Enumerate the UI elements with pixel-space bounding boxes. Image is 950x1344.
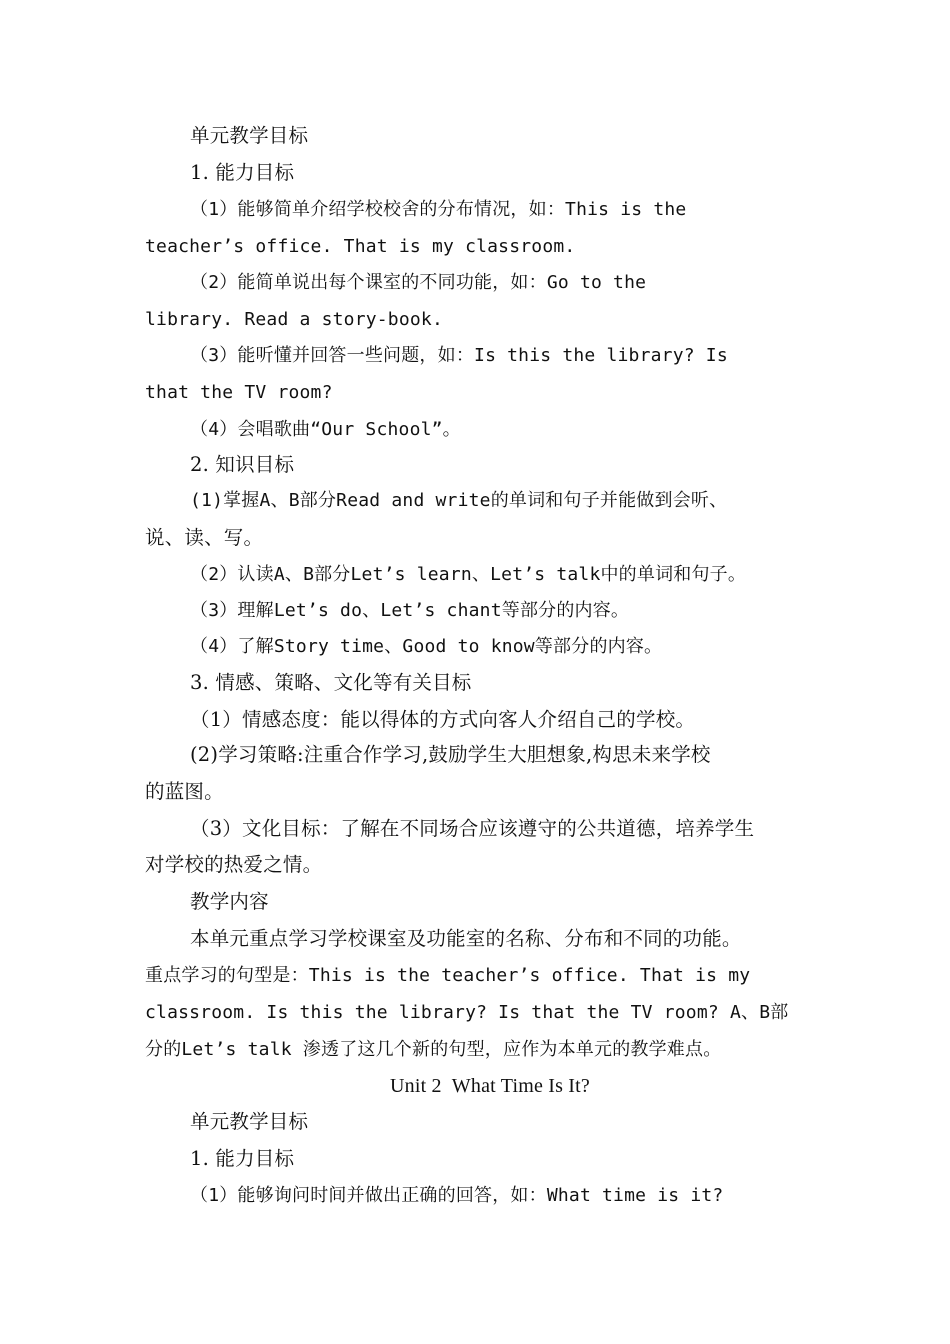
paragraph-line: (1)掌握A、B部分Read and write的单词和句子并能做到会听、: [190, 490, 728, 511]
paragraph-line: 对学校的热爱之情。: [145, 853, 323, 876]
paragraph-line: （3）能听懂并回答一些问题，如：Is this the library? Is: [190, 345, 728, 366]
subheading: 3. 情感、策略、文化等有关目标: [190, 671, 472, 694]
paragraph-line: library. Read a story-book.: [145, 309, 443, 330]
paragraph-line: （2）能简单说出每个课室的不同功能，如：Go to the: [190, 272, 647, 293]
paragraph-line: (2)学习策略:注重合作学习,鼓励学生大胆想象,构思未来学校: [190, 743, 711, 766]
paragraph-line: 重点学习的句型是：This is the teacher’s office. That is my: [145, 965, 751, 986]
paragraph-line: （1）能够简单介绍学校校舍的分布情况，如：This is the: [190, 199, 687, 220]
section-heading: 单元教学目标: [190, 124, 309, 147]
paragraph-line: （3）理解Let’s do、Let’s chant等部分的内容。: [190, 600, 630, 621]
paragraph-line: 本单元重点学习学校课室及功能室的名称、分布和不同的功能。: [190, 927, 742, 950]
paragraph-line: 的蓝图。: [145, 780, 224, 803]
paragraph-line: classroom. Is this the library? Is that the TV room? A、B部: [145, 1002, 789, 1023]
unit-title: Unit 2 What Time Is It?: [390, 1075, 590, 1097]
paragraph-line: （3）文化目标：了解在不同场合应该遵守的公共道德，培养学生: [190, 817, 755, 840]
subheading: 2. 知识目标: [190, 453, 295, 476]
paragraph-line: （4）会唱歌曲“Our School”。: [190, 419, 461, 440]
section-heading: 单元教学目标: [190, 1110, 309, 1133]
paragraph-line: 分的Let’s talk 渗透了这几个新的句型，应作为本单元的教学难点。: [145, 1039, 722, 1060]
section-heading: 教学内容: [190, 890, 269, 913]
subheading: 1. 能力目标: [190, 161, 295, 184]
paragraph-line: 说、读、写。: [145, 526, 264, 549]
paragraph-line: （2）认读A、B部分Let’s learn、Let’s talk中的单词和句子。: [190, 564, 747, 585]
paragraph-line: （4）了解Story time、Good to know等部分的内容。: [190, 636, 663, 657]
paragraph-line: teacher’s office. That is my classroom.: [145, 236, 576, 257]
paragraph-line: that the TV room?: [145, 382, 333, 403]
paragraph-line: （1）能够询问时间并做出正确的回答，如：What time is it?: [190, 1185, 724, 1206]
subheading: 1. 能力目标: [190, 1147, 295, 1170]
paragraph-line: （1）情感态度：能以得体的方式向客人介绍自己的学校。: [190, 708, 696, 731]
